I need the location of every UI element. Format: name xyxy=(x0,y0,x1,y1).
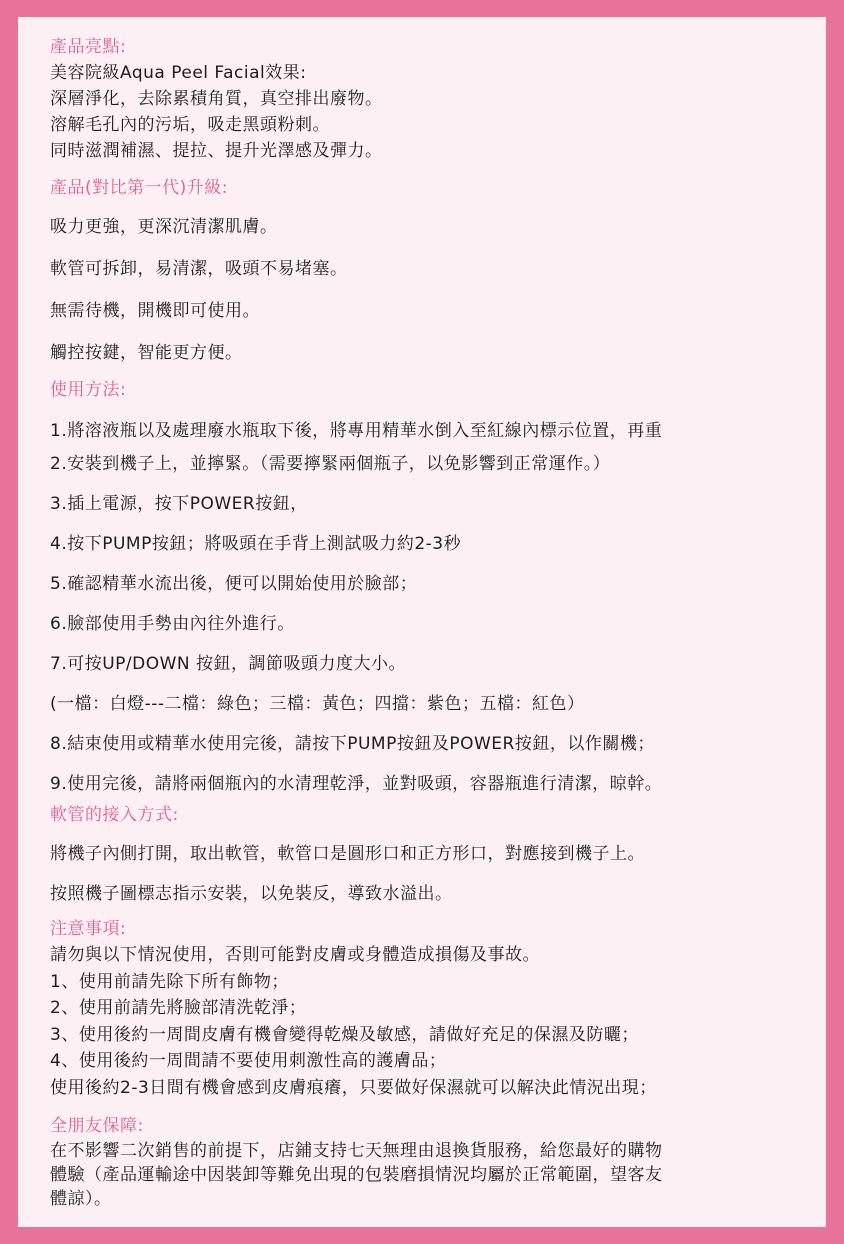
usage-section xyxy=(50,378,826,795)
usage-step: 9.使用完後，請將兩個瓶內的水清理乾淨，並對吸頭，容器瓶進行清潔，晾幹。 xyxy=(50,774,663,794)
highlight-line: 美容院級Aqua Peel Facial效果: xyxy=(50,63,307,83)
hose-item: 按照機子圖標志指示安裝，以免裝反，導致水溢出。 xyxy=(50,884,453,904)
upgrade-item: 吸力更強，更深沉清潔肌膚。 xyxy=(50,217,278,237)
guarantee-heading: 全朋友保障: xyxy=(50,1116,144,1136)
highlights-heading: 產品亮點: xyxy=(50,37,127,57)
highlights-section xyxy=(50,35,826,164)
notes-section xyxy=(50,917,826,1101)
hose-section xyxy=(50,803,826,905)
usage-heading: 使用方法: xyxy=(50,380,127,400)
hose-heading: 軟管的接入方式: xyxy=(50,805,179,825)
usage-step: 1.將溶液瓶以及處理廢水瓶取下後，將專用精華水倒入至紅線內標示位置，再重 xyxy=(50,421,663,441)
highlight-line: 深層淨化，去除累積角質，真空排出廢物。 xyxy=(50,89,383,109)
usage-step: 4.按下PUMP按鈕；將吸頭在手背上測試吸力約2-3秒 xyxy=(50,534,462,554)
notes-line: 請勿與以下情況使用，否則可能對皮膚或身體造成損傷及事故。 xyxy=(50,945,540,965)
usage-step: 2.安裝到機子上，並擰緊。（需要擰緊兩個瓶子，以免影響到正常運作。） xyxy=(50,454,611,474)
upgrade-section xyxy=(50,176,826,364)
hose-item: 將機子內側打開，取出軟管，軟管口是圓形口和正方形口，對應接到機子上。 xyxy=(50,844,645,864)
upgrade-item: 觸控按鍵，智能更方便。 xyxy=(50,343,243,363)
notes-line: 2、使用前請先將臉部清洗乾淨； xyxy=(50,998,307,1018)
usage-step: 8.結束使用或精華水使用完後，請按下PUMP按鈕及POWER按鈕，以作關機； xyxy=(50,734,655,754)
upgrade-item: 軟管可拆卸，易清潔，吸頭不易堵塞。 xyxy=(50,259,348,279)
notes-heading: 注意事項: xyxy=(50,919,127,939)
guarantee-line: 在不影響二次銷售的前提下，店鋪支持七天無理由退換貨服務，給您最好的購物 xyxy=(50,1141,663,1161)
upgrade-item: 無需待機，開機即可使用。 xyxy=(50,301,260,321)
notes-line: 4、使用後約一周間請不要使用刺激性高的護膚品； xyxy=(50,1051,447,1071)
highlight-line: 溶解毛孔內的污垢，吸走黑頭粉刺。 xyxy=(50,115,330,135)
guarantee-line: 體驗（產品運輸途中因裝卸等難免出現的包裝磨損情況均屬於正常範圍，望客友 xyxy=(50,1165,663,1185)
guarantee-section xyxy=(50,1114,826,1211)
usage-step: 3.插上電源，按下POWER按鈕， xyxy=(50,494,308,514)
guarantee-line: 體諒）。 xyxy=(50,1189,112,1209)
usage-step: (一檔：白燈---二檔：綠色；三檔：黃色；四擋：紫色；五檔：紅色） xyxy=(50,694,585,714)
usage-step: 5.確認精華水流出後，便可以開始使用於臉部； xyxy=(50,574,418,594)
usage-step: 6.臉部使用手勢由內往外進行。 xyxy=(50,614,295,634)
upgrade-heading: 產品(對比第一代)升級: xyxy=(50,178,228,198)
usage-step: 7.可按UP/DOWN 按鈕，調節吸頭力度大小。 xyxy=(50,654,407,674)
notes-line: 1、使用前請先除下所有飾物； xyxy=(50,971,289,992)
content-panel xyxy=(18,17,826,1227)
highlight-line: 同時滋潤補濕、提拉、提升光澤感及彈力。 xyxy=(50,141,383,161)
notes-line: 使用後約2-3日間有機會感到皮膚痕癢，只要做好保濕就可以解決此情況出現； xyxy=(50,1077,657,1098)
notes-line: 3、使用後約一周間皮膚有機會變得乾燥及敏感，請做好充足的保濕及防曬； xyxy=(50,1024,639,1045)
